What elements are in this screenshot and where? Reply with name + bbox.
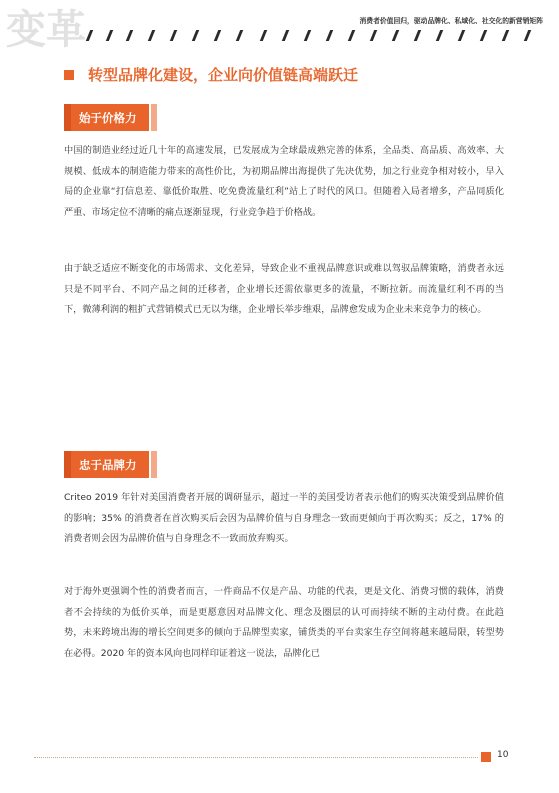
subsection-title: 始于价格力 <box>71 104 149 131</box>
slash-mark <box>192 30 199 41</box>
watermark-title: 变革 <box>6 7 86 53</box>
paragraph: 由于缺乏适应不断变化的市场需求、文化差异，导致企业不重视品牌意识或难以驾驭品牌策略，消费者永远只是不同平台、不同产品之间的迁移者，企业增长还需依靠更多的流量，不断拉新。而流量红利不再的当下，微薄利润的粗扩式营销模式已无以为继，企业增长举步维艰，品牌愈发成为企业未来竞争力的核心。 <box>64 263 504 316</box>
slash-mark <box>282 30 289 41</box>
slash-mark <box>414 30 421 41</box>
paragraph: Criteo 2019 年针对美国消费者开展的调研显示，超过一半的美国受访者表示他们的购买决策受到品牌价值的影响；35% 的消费者在首次购买后会因为品牌价值与自身理念一致而更倾向于再次购买；反之，17% 的消费者则会因为品牌价值与自身理念不一致而放弃购买。 <box>64 492 504 545</box>
slash-mark <box>106 30 113 41</box>
paragraph: 对于海外更强调个性的消费者而言，一件商品不仅是产品、功能的代表，更是文化、消费习惯的载体，消费者不会持续的为低价买单，而是更愿意因对品牌文化、理念及圈层的认可而持续不断的主动付费。在此趋势，未来跨境出海的增长空间更多的倾向于品牌型卖家，铺货类的平台卖家生存空间将越来越局限，转型势在必得。2020 年的资本风向也同样印证着这一说法，品牌化已 <box>64 586 504 659</box>
slash-mark <box>236 30 243 41</box>
paragraph: 中国的制造业经过近几十年的高速发展，已发展成为全球最成熟完善的体系，全品类、高品质、高效率、大规模、低成本的制造能力带来的高性价比，为初期品牌出海提供了先决优势，加之行业竞争相对较小，早入局的企业靠“打信息差、靠低价取胜、吃免费流量红利”站上了时代的风口。但随着入局者增多，产品同质化严重、市场定位不清晰的痛点逐渐显现，行业竞争趋于价格战。 <box>64 145 504 218</box>
slash-mark <box>304 30 311 41</box>
slash-mark <box>148 30 155 41</box>
subsection-title: 忠于品牌力 <box>71 451 149 478</box>
subhead-accent-bar <box>64 104 71 131</box>
running-header-title: 消费者价值回归，驱动品牌化、私域化、社交化的新营销矩阵 <box>359 17 543 25</box>
page-number: 10 <box>497 750 509 760</box>
slash-mark <box>370 30 377 41</box>
slash-mark <box>392 30 399 41</box>
slash-mark <box>524 30 531 41</box>
subsection-heading-price <box>64 104 149 131</box>
footer-dotted-rule <box>34 757 478 758</box>
slash-mark <box>86 30 93 41</box>
subhead-tail <box>151 451 157 478</box>
slash-mark <box>214 30 221 41</box>
slash-mark <box>326 30 333 41</box>
slash-mark <box>436 30 443 41</box>
subhead-tail <box>151 104 157 131</box>
decorative-slash-row <box>88 30 548 42</box>
slash-mark <box>458 30 465 41</box>
slash-mark <box>126 30 133 41</box>
slash-mark <box>502 30 509 41</box>
section-heading <box>64 64 358 85</box>
slash-mark <box>348 30 355 41</box>
heading-square-marker <box>64 70 74 80</box>
slash-mark <box>480 30 487 41</box>
slash-mark <box>170 30 177 41</box>
section-title: 转型品牌化建设，企业向价值链高端跃迁 <box>88 66 359 84</box>
subhead-accent-bar <box>64 451 71 478</box>
slash-mark <box>260 30 267 41</box>
subsection-heading-brand <box>64 451 149 478</box>
page-marker-square <box>481 752 491 762</box>
